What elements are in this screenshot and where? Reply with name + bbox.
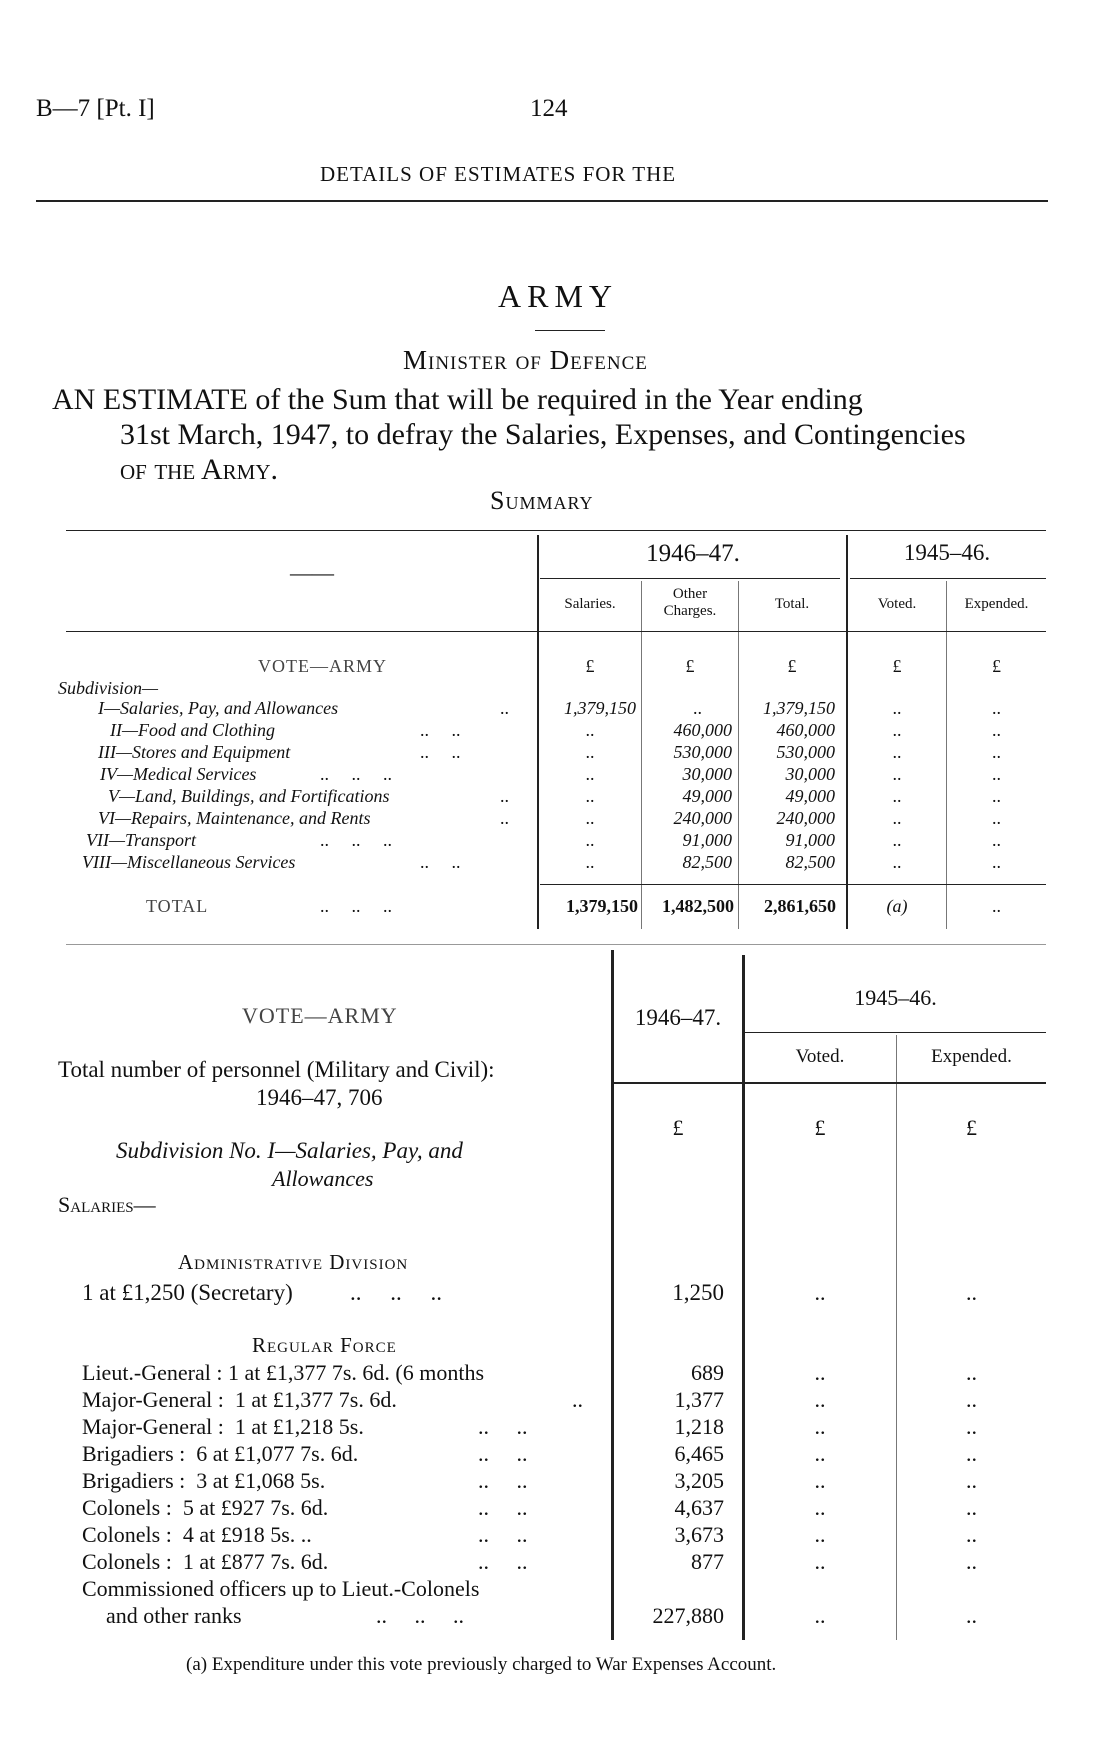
regular-heading: Regular Force xyxy=(252,1333,397,1357)
estimate-line-3: of the Army. xyxy=(120,453,279,486)
summary-currency-total: £ xyxy=(787,656,797,676)
col-total: Total. xyxy=(774,596,810,612)
regular-row-label: Lieut.-General : 1 at £1,377 7s. 6d. (6 months xyxy=(82,1360,485,1385)
regular-row-label: Brigadiers : 6 at £1,077 7s. 6d. xyxy=(82,1441,359,1466)
summary-row-expended: .. xyxy=(992,720,1001,740)
detail-currency-expended: £ xyxy=(966,1115,977,1140)
summary-row-voted: .. xyxy=(892,786,902,806)
title-rule xyxy=(535,330,605,331)
summary-row-voted: .. xyxy=(892,764,902,784)
detail-year-previous: 1945–46. xyxy=(854,985,937,1010)
summary-row-salaries: .. xyxy=(585,786,595,806)
summary-subdivision-label: Subdivision— xyxy=(58,678,159,698)
summary-row-total: 82,500 xyxy=(785,852,835,872)
page-ref: B—7 [Pt. I] xyxy=(36,95,155,122)
summary-heading: Summary xyxy=(490,486,594,515)
regular-row-amount: 3,205 xyxy=(674,1468,724,1493)
summary-row-expended: .. xyxy=(992,852,1001,872)
summary-row-other: 240,000 xyxy=(673,808,732,828)
summary-row-label: IV—Medical Services xyxy=(100,764,257,784)
regular-row-label: Major-General : 1 at £1,218 5s. xyxy=(82,1414,364,1439)
detail-col-voted: Voted. xyxy=(795,1046,845,1067)
regular-row-label: Brigadiers : 3 at £1,068 5s. xyxy=(82,1468,326,1493)
detail-year-current: 1946–47. xyxy=(634,1005,722,1030)
summary-row-label: V—Land, Buildings, and Fortifications xyxy=(108,786,390,806)
summary-header-bottom-rule xyxy=(66,631,1046,632)
summary-row-other: .. xyxy=(693,698,702,718)
regular-row-label: Colonels : 1 at £877 7s. 6d. xyxy=(82,1549,329,1574)
summary-row-leader: .. .. .. xyxy=(320,830,392,850)
summary-row-other: 460,000 xyxy=(673,720,732,740)
regular-row-amount: 1,377 xyxy=(674,1387,724,1412)
summary-row-salaries: .. xyxy=(585,720,595,740)
header-rule xyxy=(36,200,1048,202)
summary-row-leader: .. .. xyxy=(420,852,461,872)
regular-row-leader: .. .. xyxy=(478,1441,528,1466)
regular-row-leader: .. .. xyxy=(478,1468,528,1493)
summary-row-expended: .. xyxy=(992,764,1001,784)
regular-row-expended: .. xyxy=(966,1360,977,1385)
detail-col-expended: Expended. xyxy=(931,1046,1012,1067)
regular-row-expended: .. xyxy=(966,1468,977,1493)
admin-row-expended: .. xyxy=(966,1280,977,1305)
running-title: DETAILS OF ESTIMATES FOR THE xyxy=(320,162,677,186)
commissioned-amount: 227,880 xyxy=(652,1603,724,1628)
summary-vote-label: VOTE—ARMY xyxy=(258,656,387,676)
summary-row-leader: .. .. xyxy=(420,720,461,740)
admin-row-leader: .. .. .. xyxy=(350,1280,442,1305)
summary-row-voted: .. xyxy=(892,830,902,850)
summary-row-salaries: .. xyxy=(585,808,595,828)
col-voted: Voted. xyxy=(877,596,917,612)
page-number: 124 xyxy=(530,95,568,122)
summary-year-current: 1946–47. xyxy=(646,540,740,567)
summary-row-total: 1,379,150 xyxy=(763,698,835,718)
regular-row-voted: .. xyxy=(814,1495,826,1520)
summary-row-other: 82,500 xyxy=(682,852,732,872)
admin-heading: Administrative Division xyxy=(178,1250,409,1274)
regular-row-voted: .. xyxy=(814,1414,826,1439)
regular-row-voted: .. xyxy=(814,1387,826,1412)
regular-row-voted: .. xyxy=(814,1441,826,1466)
detail-header-bottom-rule xyxy=(614,1082,1046,1084)
regular-row-amount: 1,218 xyxy=(674,1414,724,1439)
salaries-label: Salaries— xyxy=(58,1192,156,1217)
regular-row-label: Colonels : 5 at £927 7s. 6d. xyxy=(82,1495,329,1520)
detail-currency-voted: £ xyxy=(814,1115,826,1140)
regular-row-label: Major-General : 1 at £1,377 7s. 6d. xyxy=(82,1387,397,1412)
regular-row-leader: .. .. xyxy=(478,1522,528,1547)
summary-row-expended: .. xyxy=(992,830,1001,850)
regular-row-expended: .. xyxy=(966,1549,977,1574)
estimate-line-2: 31st March, 1947, to defray the Salaries, Expenses, and Contingencies xyxy=(120,418,966,451)
regular-row-leader: .. xyxy=(572,1387,583,1412)
summary-bottom-rule xyxy=(66,944,1046,945)
commissioned-line-1: Commissioned officers up to Lieut.-Colonels xyxy=(82,1576,480,1601)
summary-year-previous: 1945–46. xyxy=(903,540,991,565)
personnel-line-2: 1946–47, 706 xyxy=(256,1085,383,1110)
summary-row-leader: .. xyxy=(500,786,509,806)
commissioned-line-2: and other ranks xyxy=(106,1603,242,1628)
regular-row-voted: .. xyxy=(814,1549,826,1574)
summary-row-salaries: .. xyxy=(585,742,595,762)
summary-total-leader: .. .. .. xyxy=(320,896,392,916)
summary-row-total: 240,000 xyxy=(776,808,835,828)
summary-row-label: VIII—Miscellaneous Services xyxy=(82,852,296,872)
summary-top-rule xyxy=(66,530,1046,531)
regular-row-label: Colonels : 4 at £918 5s. .. xyxy=(82,1522,312,1547)
col-expended: Expended. xyxy=(964,596,1029,612)
summary-row-label: VII—Transport xyxy=(86,830,197,850)
summary-currency-other: £ xyxy=(685,656,695,676)
summary-row-total: 30,000 xyxy=(785,764,835,784)
footnote: (a) Expenditure under this vote previously charged to War Expenses Account. xyxy=(186,1654,777,1675)
regular-row-expended: .. xyxy=(966,1522,977,1547)
regular-row-expended: .. xyxy=(966,1495,977,1520)
regular-row-voted: .. xyxy=(814,1360,826,1385)
commissioned-voted: .. xyxy=(814,1603,826,1628)
summary-row-label: VI—Repairs, Maintenance, and Rents xyxy=(98,808,371,828)
regular-row-expended: .. xyxy=(966,1387,977,1412)
summary-year-rule-2 xyxy=(850,578,1046,579)
summary-row-salaries: .. xyxy=(585,764,595,784)
subdivision-line-2: Allowances xyxy=(272,1166,374,1191)
summary-row-leader: .. xyxy=(500,808,509,828)
summary-row-other: 49,000 xyxy=(682,786,732,806)
detail-year-rule xyxy=(745,1032,1046,1033)
detail-currency-current: £ xyxy=(672,1115,684,1140)
summary-row-voted: .. xyxy=(892,720,902,740)
summary-total-total: 2,861,650 xyxy=(764,896,836,916)
summary-stub-dash: —— xyxy=(290,560,334,585)
summary-row-other: 91,000 xyxy=(682,830,732,850)
col-salaries: Salaries. xyxy=(564,596,616,612)
admin-row-amount: 1,250 xyxy=(672,1280,724,1305)
summary-vline-1 xyxy=(537,535,539,929)
summary-row-expended: .. xyxy=(992,808,1001,828)
regular-row-amount: 3,673 xyxy=(674,1522,724,1547)
summary-year-rule-1 xyxy=(540,578,840,579)
summary-total-rule xyxy=(540,884,1046,885)
summary-currency-salaries: £ xyxy=(585,656,595,676)
regular-row-leader: .. .. xyxy=(478,1549,528,1574)
summary-currency-expended: £ xyxy=(992,656,1001,676)
regular-row-leader: .. .. xyxy=(478,1495,528,1520)
summary-row-voted: .. xyxy=(892,742,902,762)
regular-row-amount: 877 xyxy=(691,1549,724,1574)
col-other-line2: Charges. xyxy=(663,603,717,619)
regular-row-expended: .. xyxy=(966,1441,977,1466)
summary-total-voted: (a) xyxy=(886,896,908,916)
regular-row-voted: .. xyxy=(814,1522,826,1547)
summary-row-label: III—Stores and Equipment xyxy=(98,742,291,762)
summary-row-salaries: .. xyxy=(585,830,595,850)
summary-row-expended: .. xyxy=(992,698,1001,718)
summary-total-salaries: 1,379,150 xyxy=(566,896,638,916)
summary-row-label: I—Salaries, Pay, and Allowances xyxy=(98,698,339,718)
summary-row-label: II—Food and Clothing xyxy=(110,720,275,740)
summary-total-expended: .. xyxy=(992,896,1001,916)
summary-row-total: 530,000 xyxy=(776,742,835,762)
regular-row-amount: 6,465 xyxy=(674,1441,724,1466)
summary-row-expended: .. xyxy=(992,742,1001,762)
summary-total-label: TOTAL xyxy=(146,896,209,916)
summary-total-other: 1,482,500 xyxy=(662,896,734,916)
col-other-line1: Other xyxy=(672,586,708,602)
regular-row-expended: .. xyxy=(966,1414,977,1439)
regular-row-amount: 4,637 xyxy=(674,1495,724,1520)
summary-row-salaries: 1,379,150 xyxy=(564,698,636,718)
summary-row-voted: .. xyxy=(892,852,902,872)
summary-row-other: 530,000 xyxy=(673,742,732,762)
summary-row-leader: .. xyxy=(500,698,509,718)
summary-row-total: 49,000 xyxy=(785,786,835,806)
minister-title: Minister of Defence xyxy=(403,345,648,375)
admin-row-voted: .. xyxy=(814,1280,826,1305)
summary-row-voted: .. xyxy=(892,808,902,828)
summary-currency-voted: £ xyxy=(892,656,902,676)
summary-row-voted: .. xyxy=(892,698,902,718)
summary-row-expended: .. xyxy=(992,786,1001,806)
admin-row-label: 1 at £1,250 (Secretary) xyxy=(82,1280,293,1305)
personnel-line-1: Total number of personnel (Military and Civil): xyxy=(58,1057,495,1082)
summary-row-total: 91,000 xyxy=(785,830,835,850)
estimate-line-1: AN ESTIMATE of the Sum that will be required in the Year ending xyxy=(52,383,863,416)
summary-row-other: 30,000 xyxy=(682,764,732,784)
regular-row-leader: .. .. xyxy=(478,1414,528,1439)
regular-row-amount: 689 xyxy=(691,1360,724,1385)
commissioned-leader: .. .. .. xyxy=(376,1603,464,1628)
commissioned-expended: .. xyxy=(966,1603,977,1628)
summary-row-leader: .. .. xyxy=(420,742,461,762)
summary-row-salaries: .. xyxy=(585,852,595,872)
regular-row-voted: .. xyxy=(814,1468,826,1493)
subdivision-line-1: Subdivision No. I—Salaries, Pay, and xyxy=(116,1138,463,1163)
summary-row-leader: .. .. .. xyxy=(320,764,392,784)
summary-row-total: 460,000 xyxy=(776,720,835,740)
detail-vote-label: VOTE—ARMY xyxy=(242,1003,398,1028)
department-title: ARMY xyxy=(498,278,619,314)
